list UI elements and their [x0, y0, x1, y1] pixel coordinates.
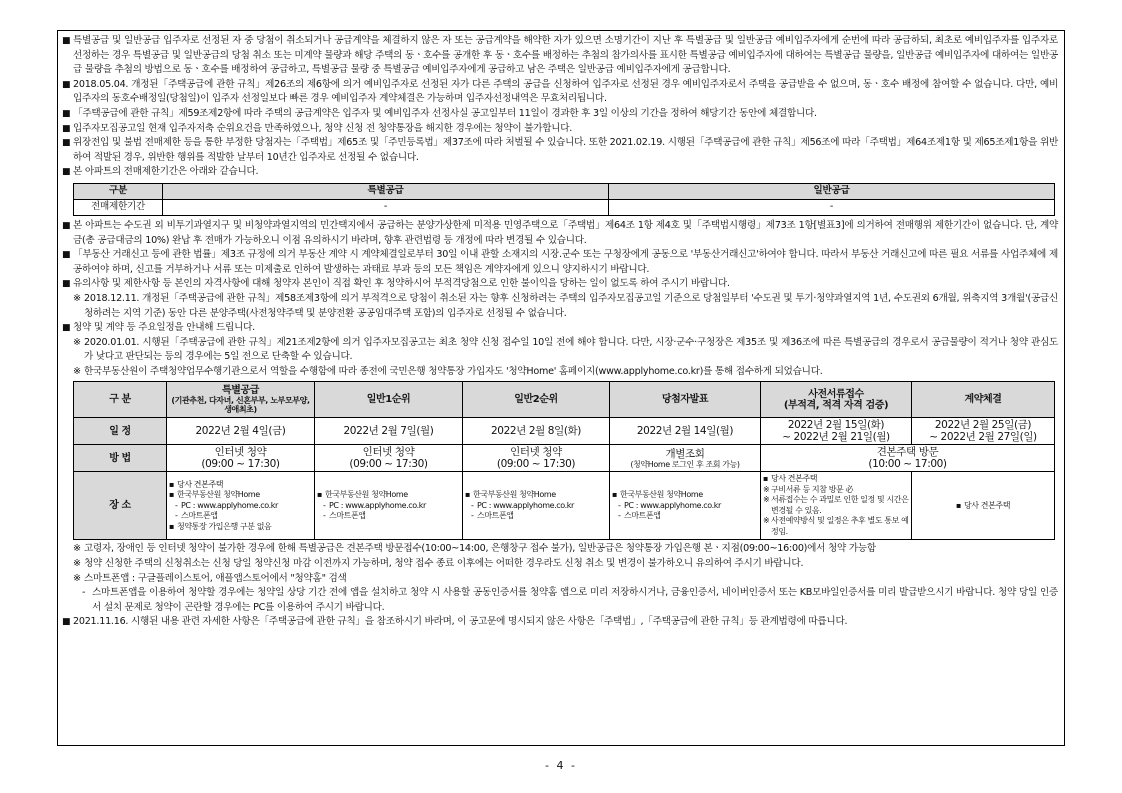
paragraph-related-laws: ■ 2021.11.16. 시행된 내용 관련 자세한 사항은「주택공급에 관한 규칙」을 참조하시기 바라며, 이 공고문에 명시되지 않은 사항은「주택법」,「주택공급에 관한 규칙」등 관계법령에 따릅니다.	[62, 615, 1058, 630]
method-special-label: 인터넷 청약	[214, 446, 267, 459]
paragraph-contract-period: ■ 「주택공급에 관한 규칙」제59조제2항에 따라 주택의 공급계약은 입주자 및 예비입주자 선정사실 공고일부터 11일이 경과한 후 3일 이상의 기간을 정하여 해당기간 동안에 체결합니다.	[62, 107, 1058, 122]
paragraph-transaction-report: ■ 「부동산 거래신고 등에 관한 법률」제3조 규정에 의거 부동산 계약 시 계약체결일로부터 30일 이내 관할 소재지의 시장.군수 또는 구청장에게 공동으로 '부동산거래신고'하여야 합니다. 따라서 부동산 거래신고에 따른 필요 서류를 사업주체에 제공하여야 하며, 신고를 거부하거나 서류 또는 미제출로 인하여 발생하는 과태료 부과 등의 모든 책임은 계약자에게 있으니 양지하시기 바랍니다.	[62, 248, 1058, 277]
date-docs-end: ~ 2022년 2월 21일(월)	[782, 431, 890, 444]
paragraph-eligibility-check: ■ 유의사항 및 제한사항 등 본인의 자격사항에 대해 청약자 본인이 직접 확인 후 청약하시어 부적격당첨으로 인한 불이익을 당하는 일이 없도록 하여 주시기 바랍니다.	[62, 277, 1058, 292]
place-docs	[761, 472, 912, 540]
method-second-time: (09:00 ~ 17:30)	[496, 458, 576, 471]
note-announcement-timing: ※ 2020.01.01. 시행된「주택공급에 관한 규칙」제21조제2항에 의거 입주자모집공고는 최초 청약 신청 접수일 10일 전에 해야 합니다. 다만, 시장·군수·구청장은 제35조 및 제36조에 따른 특별공급의 경우로서 공급물량이 적거나 청약 관심도가 낮다고 판단되는 등의 경우에는 5일 전으로 단축할 수 있습니다.	[62, 336, 1058, 365]
schedule-header-second-rank: 일반2순위	[463, 382, 610, 418]
place-docs-model: ▪ 당사 견본주택	[763, 474, 909, 485]
date-contract	[912, 418, 1055, 445]
resale-special-value: -	[163, 199, 609, 215]
place-first-reb: ▪ 한국부동산원 청약Home	[317, 490, 460, 501]
place-announce-pc: - PC : www.applyhome.co.kr	[612, 501, 758, 512]
paragraph-fraud-penalty: ■ 위장전입 및 불법 전매제한 등을 통한 부정한 당첨자는「주택법」제65조 및「주민등록법」제37조에 따라 처벌될 수 있습니다. 또한 2021.02.19. 시행된「주택공급에 관한 규칙」제56조에 따라「주택법」제64조제1항 및 제65조제1항을 위반하여 적발된 경우, 위반한 행위를 적발한 날부터 10년간 입주자로 선정될 수 없습니다.	[62, 136, 1058, 165]
page-number: - 4 -	[545, 759, 577, 772]
place-contract-list	[914, 501, 1052, 512]
paragraph-savings-requirement: ■ 입주자모집공고일 현재 입주자저축 순위요건을 만족하였으나, 청약 신청 전 청약통장을 해지한 경우에는 청약이 불가합니다.	[62, 122, 1058, 137]
place-contract-model: ▪ 당사 견본주택	[956, 501, 1010, 512]
place-announce-smart: - 스마트폰앱	[612, 511, 758, 522]
resale-header-general: 일반공급	[609, 183, 1055, 199]
place-docs-note-1: ※ 구비서류 등 지참 방문 必	[763, 485, 909, 496]
place-first-smart: - 스마트폰앱	[317, 511, 460, 522]
place-special-model: ▪ 당사 견본주택	[169, 480, 312, 491]
note-app-certificate: - 스마트폰앱을 이용하여 청약할 경우에는 청약일 상당 기간 전에 앱을 설치하고 청약 시 사용할 공동인증서를 청약홈 앱으로 미리 저장하시거나, 금융인증서, 네이버인증서 또는 KB모바일인증서를 미리 발급받으시기 바랍니다. 청약 당일 인증서 설치 문제로 청약이 곤란할 경우에는 PC를 이용하여 주시기 바랍니다.	[62, 586, 1058, 615]
method-announce-label: 개별조회	[665, 447, 705, 460]
method-first-rank	[315, 445, 463, 472]
schedule-header-special	[167, 382, 315, 418]
schedule-header-category: 구 분	[74, 382, 167, 418]
place-announce-reb: ▪ 한국부동산원 청약Home	[612, 490, 758, 501]
method-special-time: (09:00 ~ 17:30)	[201, 458, 280, 471]
note-ineligible-winner: ※ 2018.12.11. 개정된「주택공급에 관한 규칙」제58조제3항에 의거 부적격으로 당첨이 취소된 자는 향후 신청하려는 주택의 입주자모집공고일 기준으로 당첨일부터 '수도권 및 투기·청약과열지역 1년, 수도권외 6개월, 위축지역 3개월'(공급신청하려는 지역 기준) 동안 다른 분양주택(사전청약주택 및 분양전환 공공임대주택 포함)의 입주자로 선정될 수 없습니다.	[62, 292, 1058, 321]
schedule-header-docs	[761, 382, 912, 418]
place-special-smart: - 스마트폰앱	[169, 511, 312, 522]
place-first-list	[317, 490, 460, 522]
place-docs-list	[763, 474, 909, 537]
place-contract	[912, 472, 1055, 540]
place-special-pc: - PC : www.applyhome.co.kr	[169, 501, 312, 512]
paragraph-rule-26: ■ 2018.05.04. 개정된「주택공급에 관한 규칙」제26조의 제6항에 의거 예비입주자로 선정된 자가 다른 주택의 공급을 신청하여 입주자로 선정된 경우 예비입주자로서 주택을 공급받을 수 없으며, 동ㆍ호수 배정에 참여할 수 없습니다. 다만, 예비입주자의 동호수배정일(당첨일)이 입주자 선정일보다 빠른 경우 예비입주자 계약체결은 가능하며 입주자선정내역은 무효처리됩니다.	[62, 78, 1058, 107]
method-first-time: (09:00 ~ 17:30)	[349, 458, 428, 471]
method-special	[167, 445, 315, 472]
place-first-rank	[315, 472, 463, 540]
method-second-rank	[463, 445, 610, 472]
place-announce-list	[612, 490, 758, 522]
schedule-header-special-title: 특별공급	[221, 385, 260, 397]
schedule-header-contract: 계약체결	[912, 382, 1055, 418]
place-announce	[610, 472, 761, 540]
place-special-reb: ▪ 한국부동산원 청약Home	[169, 490, 312, 501]
resale-general-value: -	[609, 199, 1055, 215]
place-second-reb: ▪ 한국부동산원 청약Home	[465, 490, 607, 501]
schedule-header-special-sub: (기관추천, 다자녀, 신혼부부, 노부모부양, 생애최초)	[171, 396, 310, 415]
paragraph-resale-details: ■ 본 아파트는 수도권 외 비투기과열지구 및 비청약과열지역의 민간택지에서 공급하는 분양가상한제 미적용 민영주택으로「주택법」제64조 1항 제4호 및「주택법시행령」제73조 1항[별표3]에 의거하여 전매행위 제한기간이 없습니다. 단, 계약금(총 공급대금의 10%) 완납 후 전매가 가능하오니 이점 유의하시기 바라며, 향후 관련법령 등 개정에 따라 변경될 수 있습니다.	[62, 219, 1058, 248]
place-second-smart: - 스마트폰앱	[465, 511, 607, 522]
date-contract-end: ~ 2022년 2월 27일(일)	[929, 431, 1037, 444]
resale-row-label: 전매제한기간	[74, 199, 163, 215]
schedule-header-first-rank: 일반1순위	[315, 382, 463, 418]
place-second-pc: - PC : www.applyhome.co.kr	[465, 501, 607, 512]
method-visit-label: 견본주택 방문	[876, 446, 939, 459]
place-second-list	[465, 490, 607, 522]
method-visit	[761, 445, 1055, 472]
date-second-rank: 2022년 2월 8일(화)	[463, 418, 610, 445]
note-elderly-disabled: ※ 고령자, 장애인 등 인터넷 청약이 불가한 경우에 한해 특별공급은 견본주택 방문접수(10:00~14:00, 은행창구 접수 불가), 일반공급은 청약통장 가입은행 본ㆍ지점(09:00~16:00)에서 청약 가능함	[62, 542, 1058, 557]
paragraph-reserve-supply: ■ 특별공급 및 일반공급 입주자로 선정된 자 중 당첨이 취소되거나 공급계약을 체결하지 않은 자 또는 공급계약을 해약한 자가 있으면 소명기간이 지난 후 특별공급 및 일반공급 예비입주자에게 순번에 따라 공급하되, 최초로 예비입주자를 입주자로 선정하는 경우 특별공급 및 일반공급의 당첨 취소 또는 미계약 물량과 해당 주택의 동ㆍ호수를 공개한 후 동ㆍ호수를 배정하는 추첨의 참가의사를 표시한 특별공급 예비입주자에 대하여는 특별공급 물량을, 일반공급 예비입주자에 대하여는 일반공급 물량을 추첨의 방법으로 동ㆍ호수를 배정하여 공급하고, 특별공급 물량 중 특별공급 예비입주자에게 공급하고 남은 주택은 일반공급 예비입주자에게 공급합니다.	[62, 34, 1058, 78]
date-announce: 2022년 2월 14일(월)	[610, 418, 761, 445]
method-announce-sub: (청약Home 로그인 후 조회 가능)	[630, 459, 740, 469]
place-second-rank	[463, 472, 610, 540]
note-cancellation: ※ 청약 신청한 주택의 신청취소는 신청 당일 청약신청 마감 이전까지 가능하며, 청약 접수 종료 이후에는 어떠한 경우라도 신청 취소 및 변경이 불가하오니 유의하여 주시기 바랍니다.	[62, 557, 1058, 572]
method-announce	[610, 445, 761, 472]
notice-frame	[57, 30, 1065, 746]
method-first-label: 인터넷 청약	[362, 446, 415, 459]
place-special-list	[169, 480, 312, 533]
place-first-pc: - PC : www.applyhome.co.kr	[317, 501, 460, 512]
place-docs-note-3: ※ 사전예약방식 및 일정은 추후 별도 통보 예정임.	[763, 516, 909, 537]
date-docs-start: 2022년 2월 15일(화)	[787, 419, 885, 432]
place-special-bank: ▪ 청약통장 가입은행 구분 없음	[169, 522, 312, 533]
note-smartphone-app: ※ 스마트폰앱 : 구글플레이스토어, 애플앱스토어에서 "청약홈" 검색	[62, 572, 1058, 587]
note-applyhome: ※ 한국부동산원이 주택청약업무수행기관으로서 역할을 수행함에 따라 종전에 국민은행 청약통장 가입자도 '청약Home' 홈페이지(www.applyhome.co.kr)를 통해 접수하게 되었습니다.	[62, 365, 1058, 380]
resale-header-special: 특별공급	[163, 183, 609, 199]
schedule-row-place: 장 소	[74, 472, 167, 540]
place-special	[167, 472, 315, 540]
method-second-label: 인터넷 청약	[510, 446, 562, 459]
method-visit-time: (10:00 ~ 17:00)	[868, 458, 947, 471]
schedule-header-docs-sub: (부적격, 적격 자격 검증)	[783, 399, 889, 411]
resale-header-category: 구분	[74, 183, 163, 199]
paragraph-resale-intro: ■ 본 아파트의 전매제한기간은 아래와 같습니다.	[62, 165, 1058, 180]
date-docs	[761, 418, 912, 445]
place-docs-note-2: ※ 서류접수는 수 과밀로 인한 일정 및 시간은 변경될 수 있음.	[763, 495, 909, 516]
schedule-header-docs-title: 사전서류접수	[808, 388, 864, 400]
date-special: 2022년 2월 4일(금)	[167, 418, 315, 445]
resale-restriction-table	[73, 183, 1055, 216]
schedule-header-announce: 당첨자발표	[610, 382, 761, 418]
schedule-row-date: 일 정	[74, 418, 167, 445]
paragraph-schedule-intro: ■ 청약 및 계약 등 주요일정을 안내해 드립니다.	[62, 321, 1058, 336]
date-first-rank: 2022년 2월 7일(월)	[315, 418, 463, 445]
schedule-table	[73, 381, 1055, 540]
date-contract-start: 2022년 2월 25일(금)	[934, 419, 1032, 432]
schedule-row-method: 방 법	[74, 445, 167, 472]
